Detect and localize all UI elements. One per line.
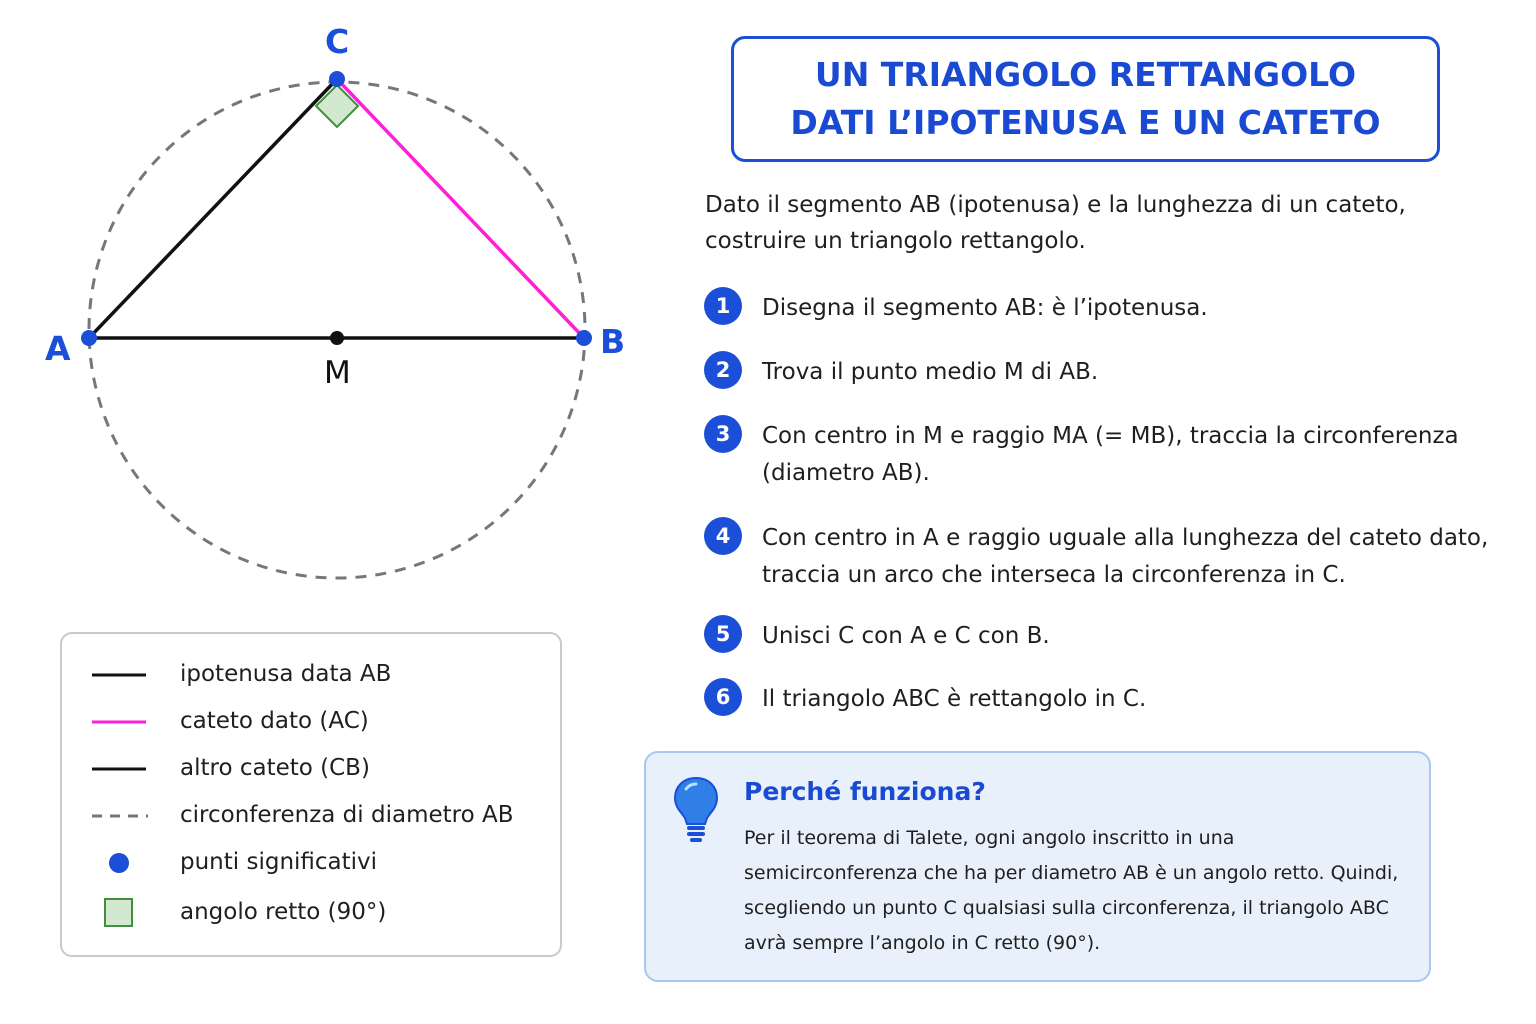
step-text: Il triangolo ABC è rettangolo in C. <box>762 686 1147 712</box>
solid-line-black-icon <box>92 655 148 695</box>
legend-item <box>62 655 560 695</box>
lightbulb-icon <box>672 775 720 843</box>
blue-dot-icon <box>92 843 148 883</box>
label-a: A <box>45 329 71 368</box>
legend-item <box>62 749 560 789</box>
legend-label: circonferenza di diametro AB <box>180 802 514 828</box>
right-angle-marker <box>316 85 358 127</box>
step-number-badge: 4 <box>704 517 742 555</box>
step-number-badge: 2 <box>704 351 742 389</box>
legend-label: altro cateto (CB) <box>180 755 370 781</box>
solid-line-magenta-icon <box>92 702 148 742</box>
legend-item <box>62 796 560 836</box>
step-number-badge: 6 <box>704 678 742 716</box>
step-text: Con centro in M e raggio MA (= MB), traccia la circonferenza (diametro AB). <box>762 423 1459 486</box>
legend-item <box>62 702 560 742</box>
label-b: B <box>600 322 626 361</box>
legend <box>60 632 562 957</box>
geometry-diagram <box>0 0 640 620</box>
leg-cb <box>337 79 584 338</box>
solid-line-black-icon <box>92 749 148 789</box>
step-text: Con centro in A e raggio uguale alla lunghezza del cateto dato, traccia un arco che interseca la circonferenza in C. <box>762 525 1489 588</box>
leg-ac <box>89 79 337 338</box>
step-text: Unisci C con A e C con B. <box>762 623 1050 649</box>
step-number-badge: 3 <box>704 415 742 453</box>
circumference <box>89 82 585 578</box>
legend-label: punti significativi <box>180 849 378 875</box>
label-m: M <box>324 355 351 391</box>
title-line-1: UN TRIANGOLO RETTANGOLO <box>814 55 1357 94</box>
intro-text: Dato il segmento AB (ipotenusa) e la lunghezza di un cateto, costruire un triangolo rettangolo. <box>705 192 1406 254</box>
point-c <box>329 71 345 87</box>
legend-item <box>62 893 560 933</box>
step-text: Trova il punto medio M di AB. <box>762 359 1099 385</box>
legend-label: ipotenusa data AB <box>180 661 392 687</box>
legend-label: angolo retto (90°) <box>180 899 387 925</box>
legend-label: cateto dato (AC) <box>180 708 369 734</box>
point-b <box>576 330 592 346</box>
point-m <box>330 331 344 345</box>
title-line-2: DATI L’IPOTENUSA E UN CATETO <box>790 103 1381 142</box>
step-number-badge: 1 <box>704 287 742 325</box>
point-a <box>81 330 97 346</box>
step-text: Disegna il segmento AB: è l’ipotenusa. <box>762 295 1208 321</box>
label-c: C <box>325 22 350 61</box>
title-box <box>731 36 1440 162</box>
info-title: Perché funziona? <box>744 777 986 806</box>
info-box <box>644 751 1431 982</box>
legend-item <box>62 843 560 883</box>
step-number-badge: 5 <box>704 615 742 653</box>
dashed-line-gray-icon <box>92 796 148 836</box>
info-text: Per il teorema di Talete, ogni angolo inscritto in una semicirconferenza che ha per diametro AB è un angolo retto. Quindi, scegliendo un punto C qualsiasi sulla circonferenza, il triangolo ABC avrà sempre l’angolo in C retto (90°). <box>744 827 1399 954</box>
green-square-icon <box>92 893 148 933</box>
